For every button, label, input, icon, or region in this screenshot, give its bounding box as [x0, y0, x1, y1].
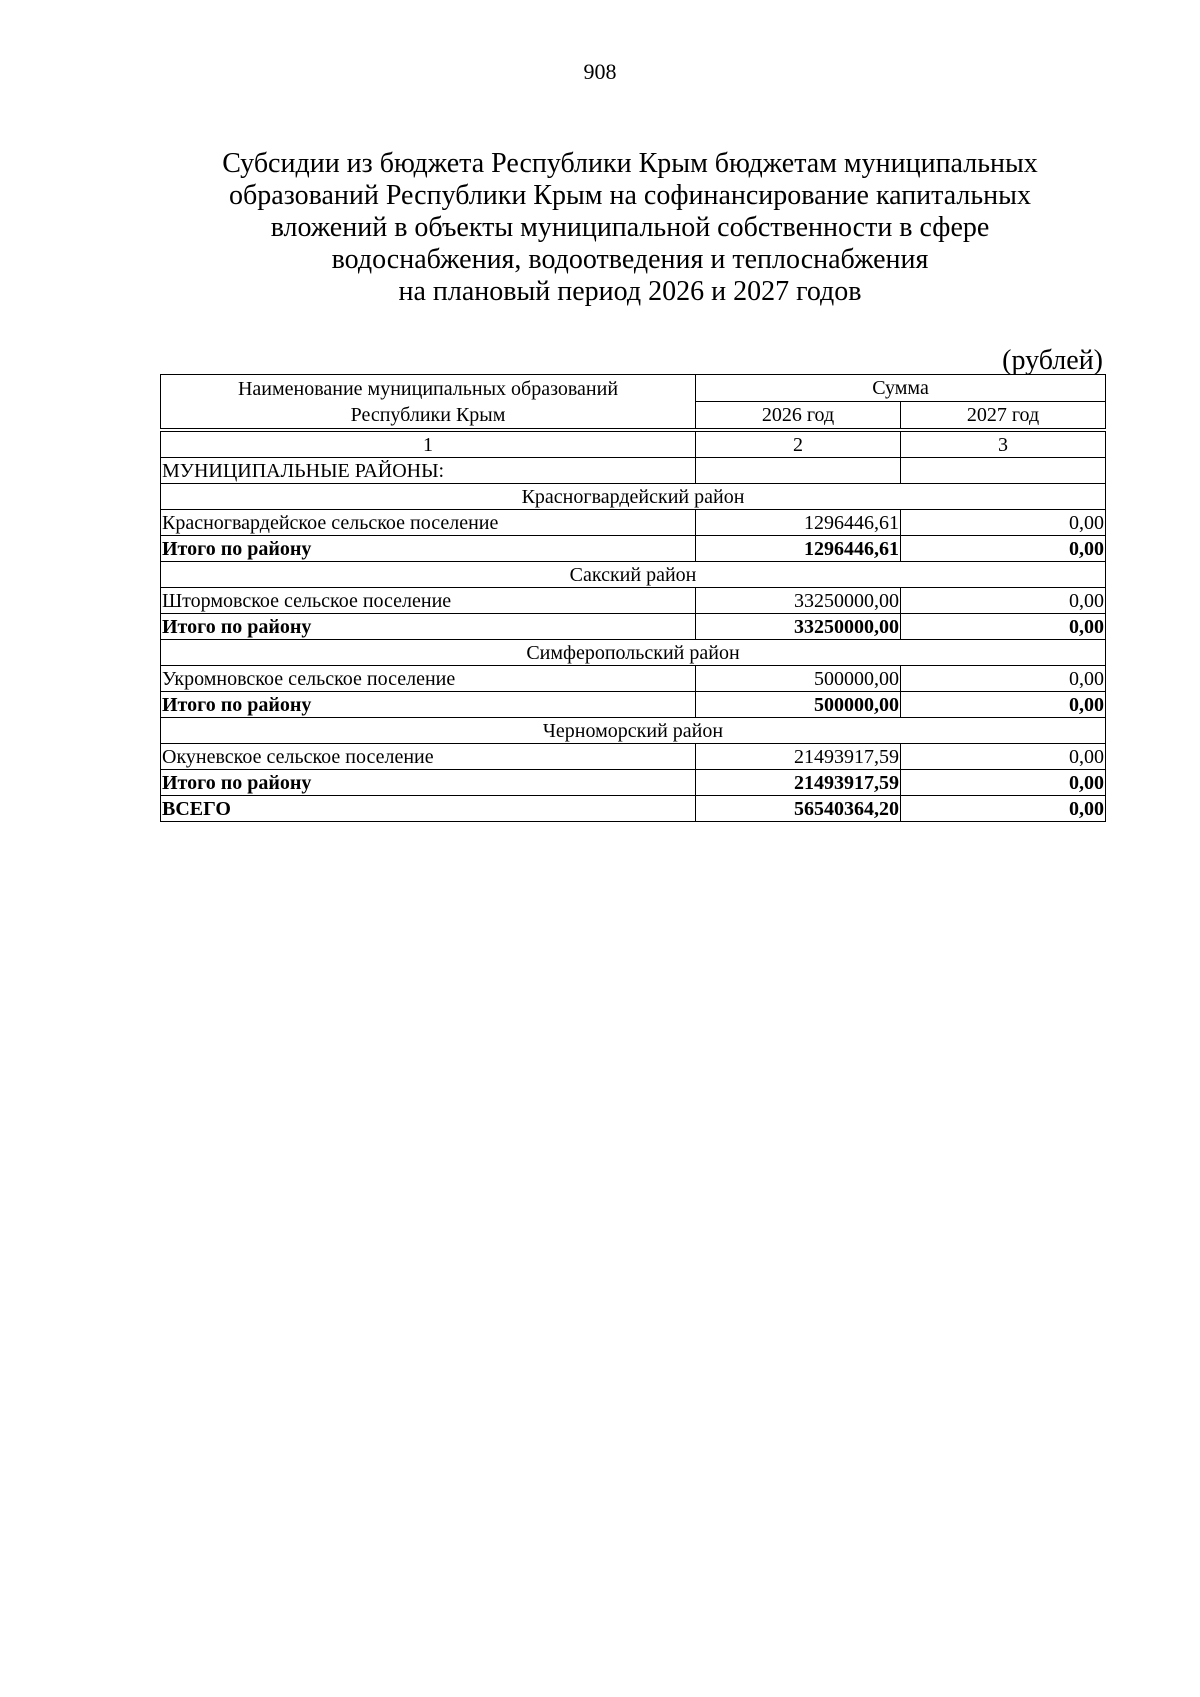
header-sum-cell: Сумма [696, 375, 1106, 402]
table-body [160, 431, 1106, 822]
title-line: образований Республики Крым на софинансирование капитальных [229, 180, 1031, 211]
total-2026: 500000,00 [696, 692, 901, 718]
district-total-row [161, 692, 1106, 718]
total-label: Итого по району [161, 692, 696, 718]
column-number: 3 [901, 432, 1106, 458]
document-title [200, 148, 1060, 308]
district-row [161, 484, 1106, 510]
header-year-2027: 2027 год [901, 402, 1106, 429]
value-2027: 0,00 [901, 666, 1106, 692]
total-label: Итого по району [161, 536, 696, 562]
empty-cell [696, 458, 901, 484]
header-name-line2: Республики Крым [350, 403, 506, 426]
district-name: Сакский район [161, 562, 1106, 588]
title-line: Субсидии из бюджета Республики Крым бюджетам муниципальных [222, 148, 1038, 179]
title-line: на плановый период 2026 и 2027 годов [398, 276, 862, 307]
table-header [160, 374, 1106, 429]
header-name-cell [161, 375, 696, 429]
settlement-name: Штормовское сельское поселение [161, 588, 696, 614]
grand-total-2026: 56540364,20 [696, 796, 901, 822]
units-label: (рублей) [1002, 345, 1103, 376]
district-name: Черноморский район [161, 718, 1106, 744]
district-row [161, 718, 1106, 744]
section-label: МУНИЦИПАЛЬНЫЕ РАЙОНЫ: [161, 458, 696, 484]
value-2027: 0,00 [901, 588, 1106, 614]
title-line: водоснабжения, водоотведения и теплоснабжения [331, 244, 929, 275]
total-2027: 0,00 [901, 536, 1106, 562]
district-row [161, 562, 1106, 588]
settlement-name: Окуневское сельское поселение [161, 744, 696, 770]
settlement-name: Укромновское сельское поселение [161, 666, 696, 692]
column-number-row [161, 432, 1106, 458]
value-2027: 0,00 [901, 744, 1106, 770]
header-name-line1: Наименование муниципальных образований [237, 377, 619, 400]
column-number: 2 [696, 432, 901, 458]
district-row [161, 640, 1106, 666]
table-row [161, 510, 1106, 536]
value-2026: 33250000,00 [696, 588, 901, 614]
table-row [161, 666, 1106, 692]
grand-total-row [161, 796, 1106, 822]
header-year-2026: 2026 год [696, 402, 901, 429]
empty-cell [901, 458, 1106, 484]
value-2026: 500000,00 [696, 666, 901, 692]
value-2027: 0,00 [901, 510, 1106, 536]
page-number: 908 [583, 59, 617, 84]
grand-total-2027: 0,00 [901, 796, 1106, 822]
district-total-row [161, 614, 1106, 640]
total-2026: 21493917,59 [696, 770, 901, 796]
total-2027: 0,00 [901, 692, 1106, 718]
table-row [161, 588, 1106, 614]
column-number: 1 [161, 432, 696, 458]
value-2026: 1296446,61 [696, 510, 901, 536]
section-row [161, 458, 1106, 484]
total-2027: 0,00 [901, 614, 1106, 640]
total-label: Итого по району [161, 770, 696, 796]
settlement-name: Красногвардейское сельское поселение [161, 510, 696, 536]
value-2026: 21493917,59 [696, 744, 901, 770]
grand-total-label: ВСЕГО [161, 796, 696, 822]
total-2026: 33250000,00 [696, 614, 901, 640]
district-total-row [161, 536, 1106, 562]
district-name: Красногвардейский район [161, 484, 1106, 510]
total-label: Итого по району [161, 614, 696, 640]
table-row [161, 744, 1106, 770]
district-total-row [161, 770, 1106, 796]
total-2027: 0,00 [901, 770, 1106, 796]
district-name: Симферопольский район [161, 640, 1106, 666]
total-2026: 1296446,61 [696, 536, 901, 562]
title-line: вложений в объекты муниципальной собственности в сфере [270, 212, 990, 243]
